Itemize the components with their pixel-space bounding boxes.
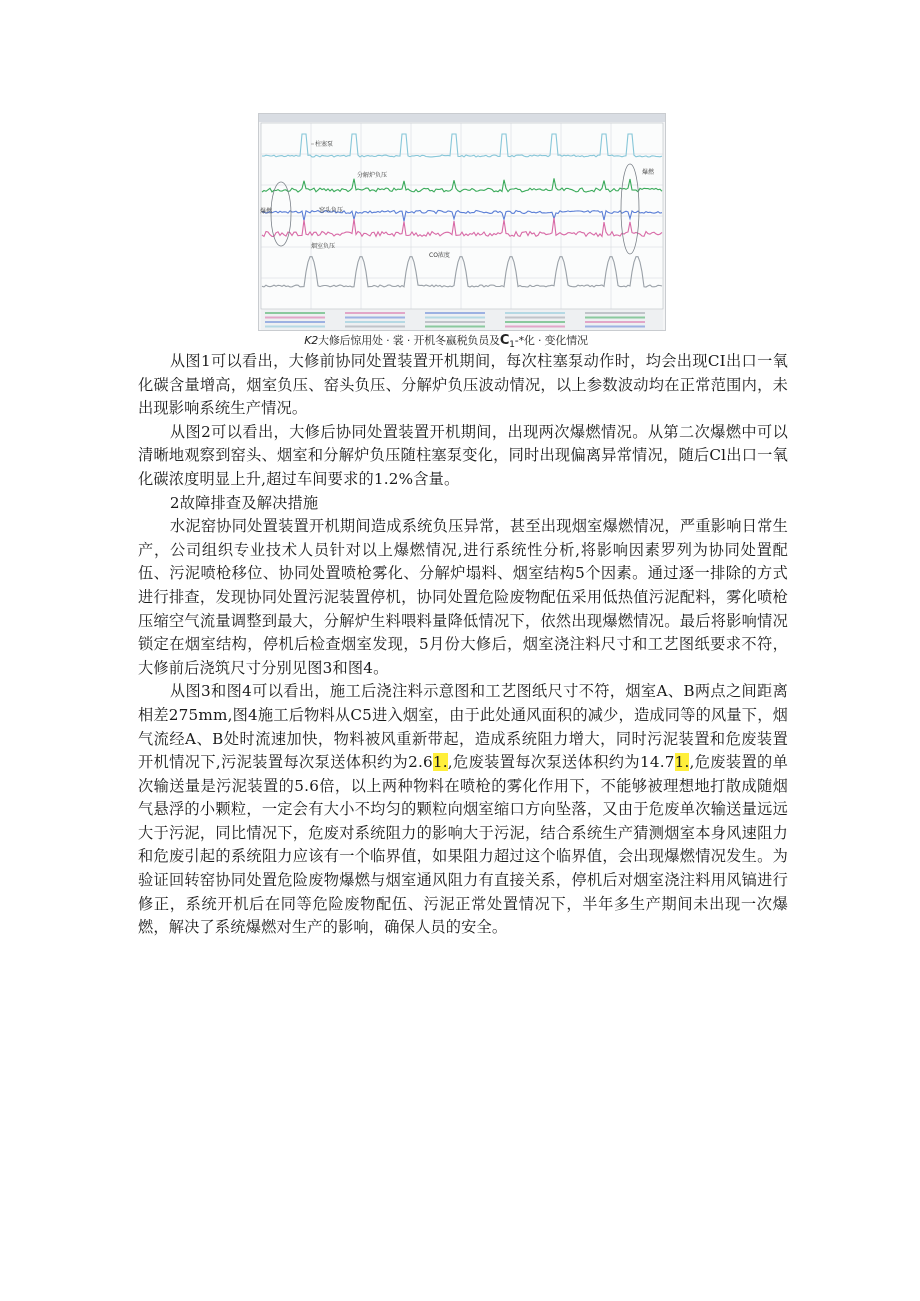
trend-chart	[259, 114, 666, 331]
caption-middle: 大修后惊用处 · 裳 · 开机冬嬴税负员及	[318, 334, 500, 347]
legend-row-swatch	[505, 321, 565, 323]
legend-row-swatch	[425, 317, 485, 319]
label-smoke-chamber: 烟室负压	[311, 243, 336, 250]
trend-chart-figure	[258, 113, 666, 331]
legend-row-swatch	[505, 317, 565, 319]
label-precalciner: 分解炉负压	[357, 172, 388, 179]
paragraph-4-part-c: ,危废装置的单次输送量是污泥装置的5.6倍，以上两种物料在喷枪的雾化作用下，不能够被理想地打散成随烟气悬浮的小颗粒，一定会有大小不均匀的颗粒向烟室缩口方向坠落，又由于危废单次输送量远远大于污泥，同比情况下，危废对系统阻力的影响大于污泥，结合系统生产猜测烟室本身风速阻力和危废引起的系统阻力应该有一个临界值，如果阻力超过这个临界值，会出现爆燃情况发生。为验证回转窑协同处置危险废物爆燃与烟室通风阻力有直接关系，停机后对烟室浇注料用风镐进行修正，系统开机后在同等危险废物配伍、污泥正常处置情况下，半年多生产期间未出现一次爆燃，解决了系统爆燃对生产的影响，确保人员的安全。	[138, 753, 789, 937]
legend-row-swatch	[345, 326, 405, 328]
caption-sub: 1	[509, 339, 515, 351]
paragraph-4-part-b: ,危废装置每次泵送体积约为14.7	[447, 753, 675, 772]
legend-row-swatch	[265, 317, 325, 319]
caption-suffix: -*化 · 变化情况	[514, 334, 588, 347]
highlight-1: 1.	[432, 753, 448, 772]
paragraph-4-part-a: 从图3和图4可以看出，施工后浇注料示意图和工艺图纸尺寸不符，烟室A、B两点之间距离相差275mm,图4施工后物料从C5进入烟室，由于此处通风面积的减少，造成同等的风量下，烟气流经A、B处时流速加快，物料被风重新带起，造成系统阻力增大，同时污泥装置和危废装置开机情况下,污泥装置每次泵送体积约为2.6	[138, 682, 788, 772]
label-kiln-head: 窑头负压	[319, 207, 344, 214]
label-co: CO浓度	[429, 252, 450, 259]
paragraph-4	[138, 680, 788, 940]
legend-row-swatch	[505, 326, 565, 328]
chart-titlebar	[259, 114, 666, 122]
legend-row-swatch	[585, 312, 645, 314]
legend-row-swatch	[585, 317, 645, 319]
paragraph-1: 从图1可以看出，大修前协同处置装置开机期间，每次柱塞泵动作时，均会出现CI出口一氧化碳含量增高，烟室负压、窑头负压、分解炉负压波动情况，以上参数波动均在正常范围内，未出现影响系统生产情况。	[138, 352, 788, 418]
legend-row-swatch	[425, 312, 485, 314]
legend-row-swatch	[425, 321, 485, 323]
caption-big: C	[499, 333, 510, 348]
section-heading: 2故障排查及解决措施	[169, 493, 319, 512]
legend-row-swatch	[345, 321, 405, 323]
legend-row-swatch	[345, 312, 405, 314]
legend-row-swatch	[585, 326, 645, 328]
caption-prefix: K2	[304, 334, 319, 347]
paragraph-3: 水泥窑协同处置装置开机期间造成系统负压异常，甚至出现烟室爆燃情况，严重影响日常生产，公司组织专业技术人员针对以上爆燃情况,进行系统性分析,将影响因素罗列为协同处置配伍、污泥喷枪移位、协同处置喷枪雾化、分解炉塌料、烟室结构5个因素。通过逐一排除的方式进行排查，发现协同处置污泥装置停机，协同处置危险废物配伍采用低热值污泥配料，雾化喷枪压缩空气流量调整到最大，分解炉生料喂料量降低情况下，依然出现爆燃情况。最后将影响情况锁定在烟室结构，停机后检查烟室发现，5月份大修后，烟室浇注料尺寸和工艺图纸要求不符，大修前后浇筑尺寸分别见图3和图4。	[138, 517, 788, 677]
figure-caption	[226, 332, 666, 350]
legend-row-swatch	[505, 312, 565, 314]
legend-row-swatch	[265, 326, 325, 328]
legend-row-swatch	[345, 317, 405, 319]
legend-row-swatch	[585, 321, 645, 323]
legend-row-swatch	[265, 312, 325, 314]
label-deflag-left: 爆燃	[260, 208, 273, 215]
label-plunger: 柱塞泵	[315, 141, 334, 148]
legend-row-swatch	[425, 326, 485, 328]
article-body	[138, 350, 788, 940]
paragraph-2: 从图2可以看出，大修后协同处置装置开机期间，出现两次爆燃情况。从第二次爆燃中可以清晰地观察到窑头、烟室和分解炉负压随柱塞泵变化，同时出现偏离异常情况，随后Cl出口一氧化碳浓度明显上升,超过车间要求的1.2%含量。	[138, 422, 788, 488]
legend-row-swatch	[265, 321, 325, 323]
highlight-2: 1.	[674, 753, 690, 772]
label-deflag-right: 爆燃	[642, 169, 655, 176]
